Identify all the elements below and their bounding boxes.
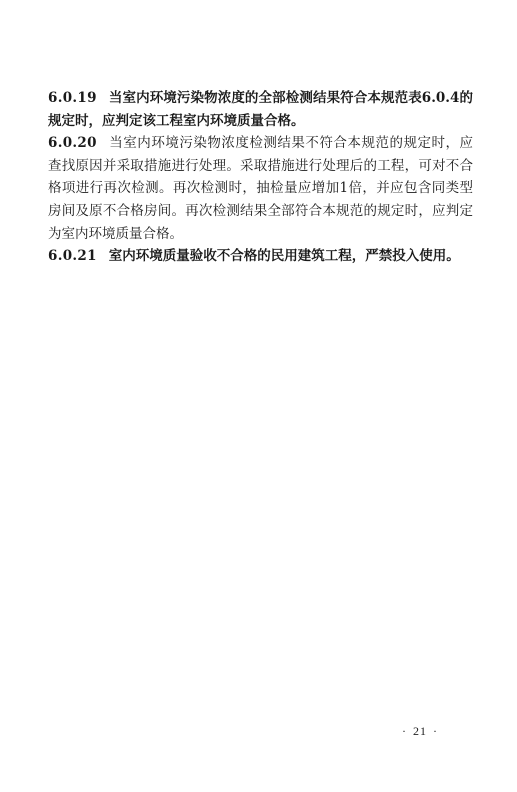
clause-6-0-19 bbox=[48, 87, 473, 132]
clause-6-0-20 bbox=[48, 132, 473, 245]
page-footer bbox=[396, 724, 444, 739]
footer-dot-left: · bbox=[402, 724, 407, 738]
clause-list bbox=[48, 87, 473, 268]
clause-text: 室内环境质量验收不合格的民用建筑工程，严禁投入使用。 bbox=[108, 248, 460, 265]
page-number: 21 bbox=[413, 724, 427, 738]
clause-text: 当室内环境污染物浓度检测结果不符合本规范的规定时，应查找原因并采取措施进行处理。采取措施进行处理后的工程，可对不合格项进行再次检测。再次检测时，抽检量应增加1倍，并应包含同类型房间及原不合格房间。再次检测结果全部符合本规范的规定时，应判定为室内环境质量合格。 bbox=[48, 135, 473, 242]
clause-6-0-21 bbox=[48, 245, 473, 268]
clause-number: 6.0.21 bbox=[48, 248, 97, 265]
clause-text: 当室内环境污染物浓度的全部检测结果符合本规范表6.0.4的规定时，应判定该工程室内环境质量合格。 bbox=[48, 90, 473, 129]
footer-dot-right: · bbox=[433, 724, 438, 738]
clause-number: 6.0.19 bbox=[48, 90, 97, 106]
clause-number: 6.0.20 bbox=[48, 135, 97, 152]
